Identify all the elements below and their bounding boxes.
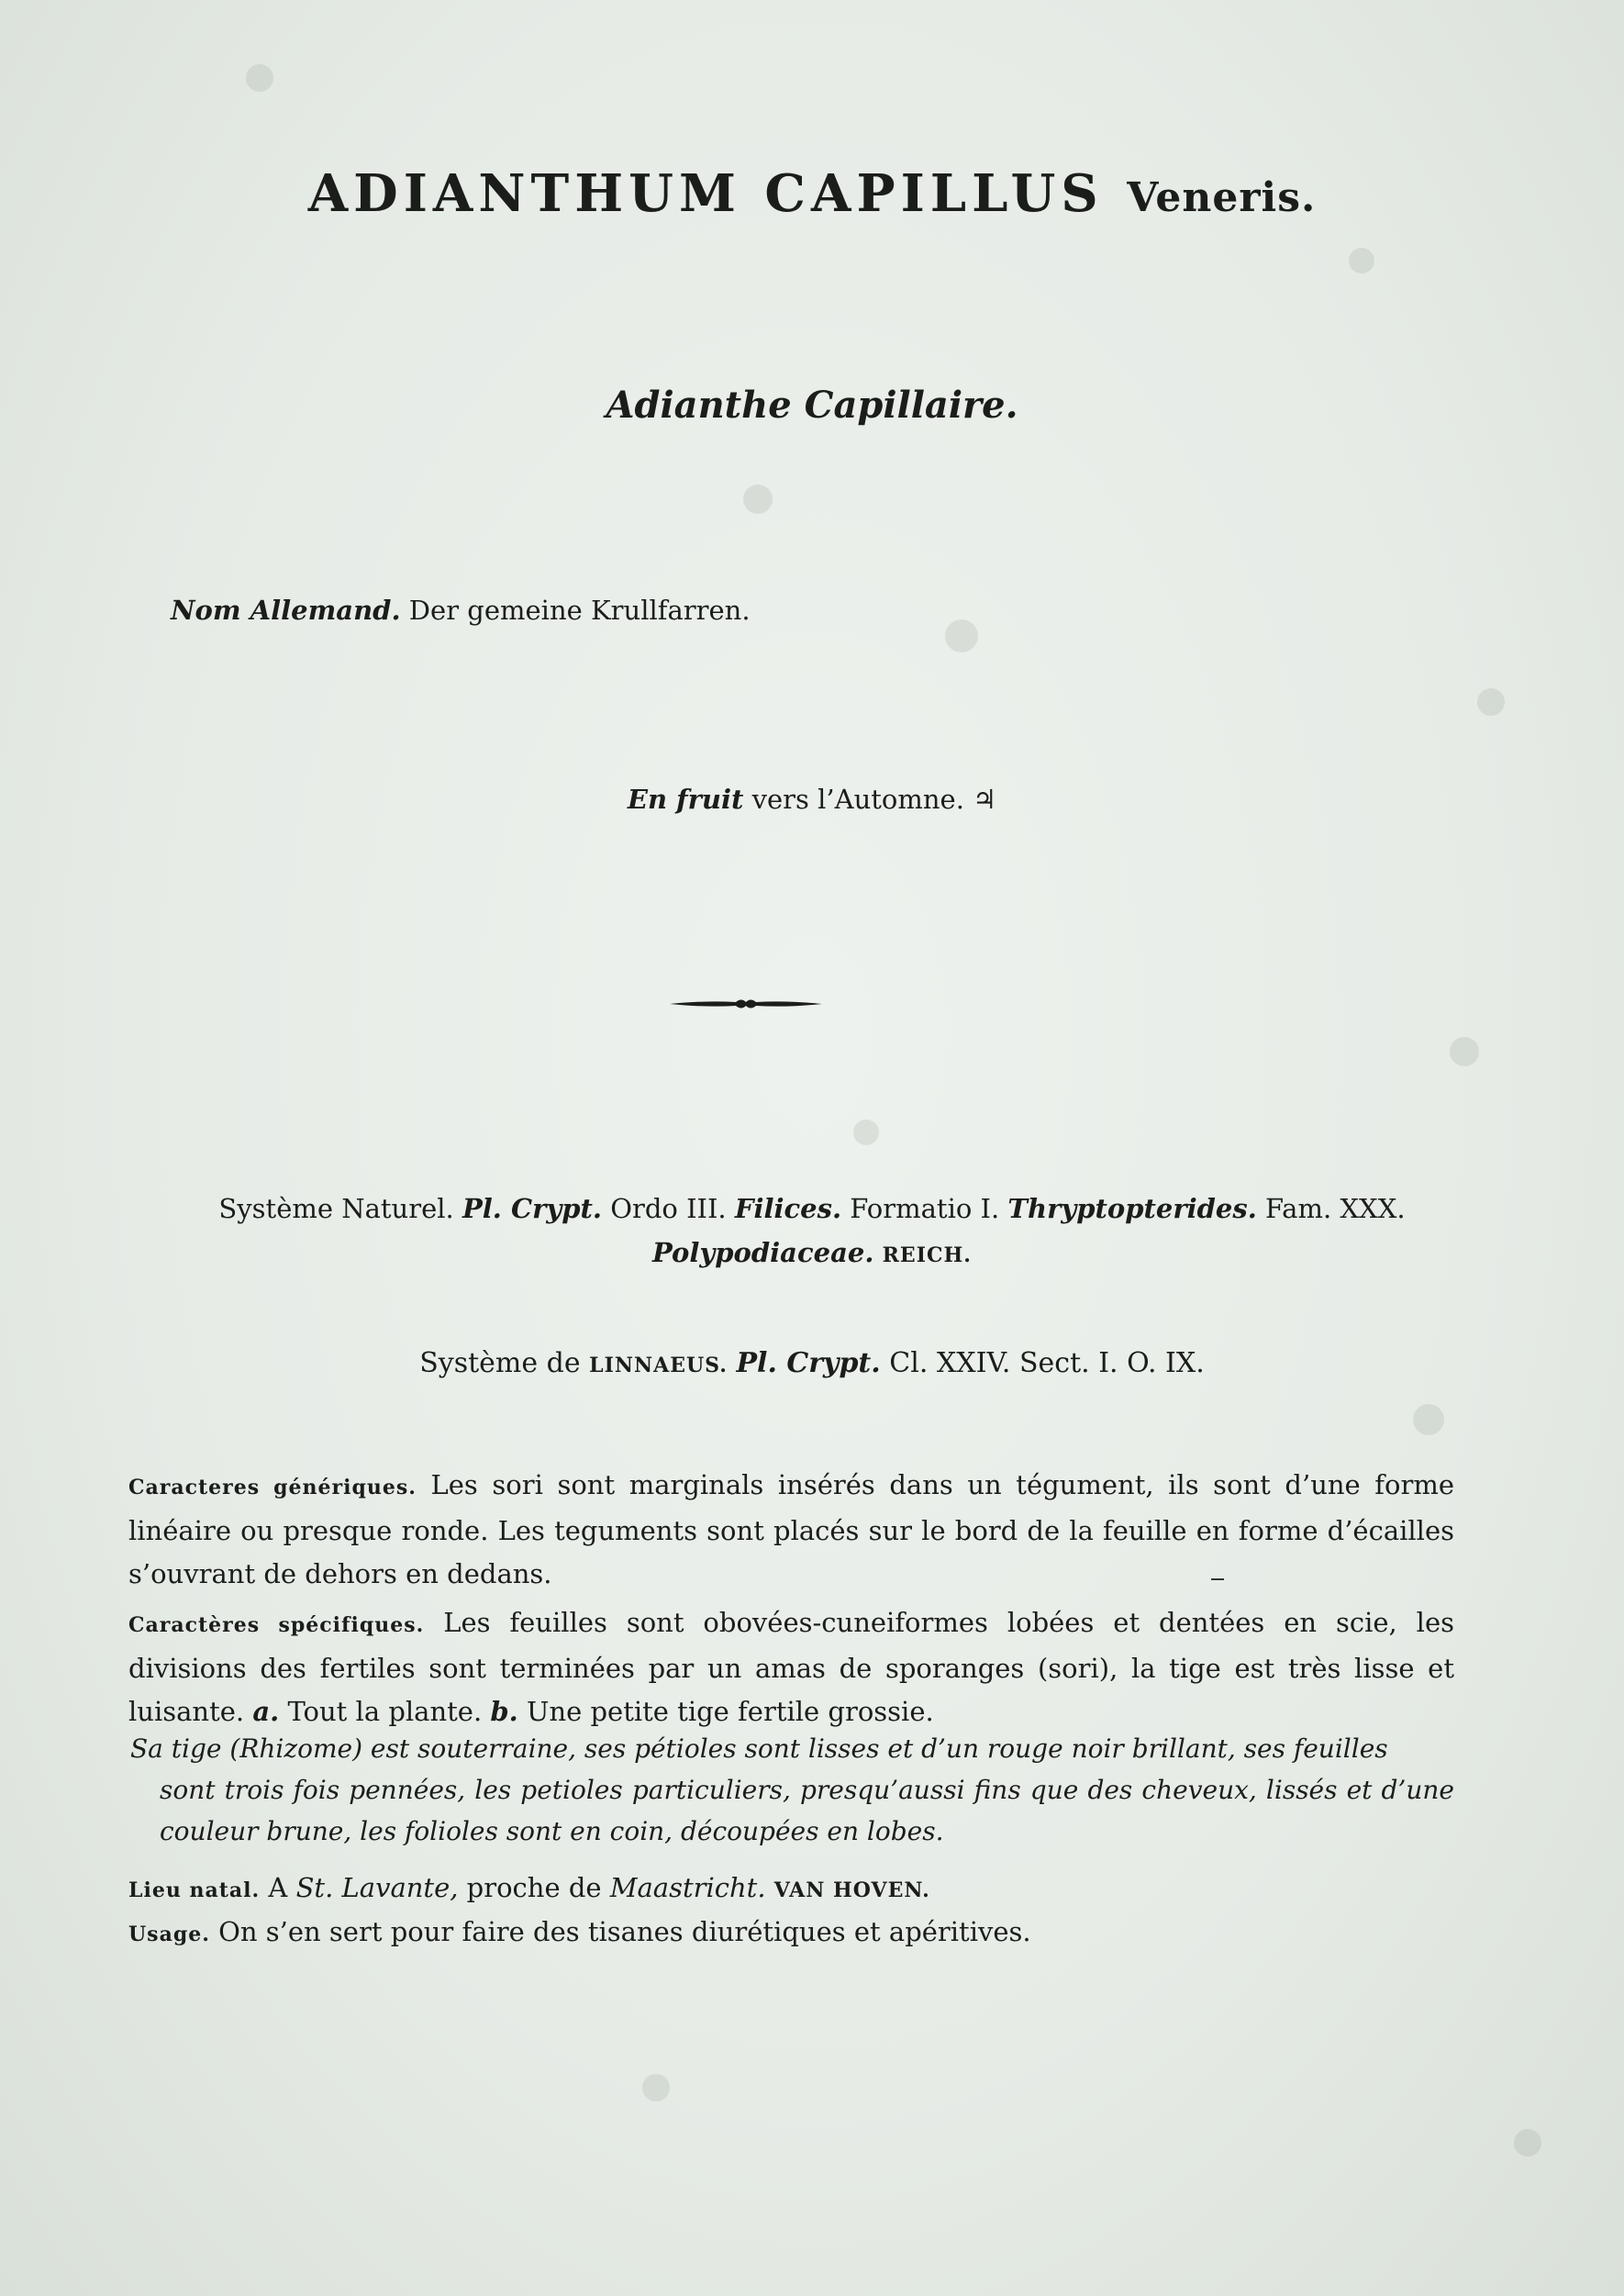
foxing-spot [1450,1037,1479,1066]
specific-characters [128,1601,1454,1733]
lieu-label: Lieu natal. [128,1878,261,1902]
description-first: Sa tige (Rhizome) est souterraine, ses pétioles sont lisses et d’un rouge noir brillant, ses feuilles [130,1733,1388,1764]
systeme-naturel-line2 [0,1237,1624,1268]
specific-b: b. [490,1696,518,1727]
fruit-text: vers l’Automne. ♃ [751,784,997,815]
lieu-a: A [268,1872,288,1903]
description-rest: sont trois fois pennées, les petioles particuliers, presqu’aussi fins que des cheveux, lissés et d’une couleur brune, les folioles sont en coin, découpées en lobes. [160,1775,1454,1846]
native-place [128,1872,930,1903]
naturel-poly: Polypodiaceae. [652,1237,874,1268]
linn-rest: Cl. XXIV. Sect. I. O. IX. [889,1347,1205,1379]
naturel-ordo: Ordo III. [610,1193,727,1224]
lieu-place: St. Lavante, [295,1872,459,1903]
lieu-proche: proche de [466,1872,602,1903]
naturel-reich: REICH. [882,1243,972,1267]
foxing-spot [945,619,978,652]
stray-mark [1211,1578,1224,1580]
foxing-spot [1514,2129,1541,2157]
specific-text2: Tout la plante. [287,1696,483,1727]
generic-text: Les sori sont marginals insérés dans un tégument, ils sont d’une forme linéaire ou presque ronde. Les teguments sont placés sur le bord de la feuille en forme d’écailles s’ouvrant de dehors en dedans. [128,1469,1455,1589]
fruit-italic: En fruit [627,784,744,815]
foxing-spot [743,485,773,514]
title-smallcaps: Veneris. [1127,174,1317,221]
naturel-filices: Filices. [734,1193,842,1224]
foxing-spot [1413,1404,1444,1435]
foxing-spot [1477,688,1505,716]
title-main: ADIANTHUM CAPILLUS [307,163,1104,224]
specific-text3: Une petite tige fertile grossie. [527,1696,934,1727]
german-label: Nom Allemand. [171,595,401,626]
generic-characters [128,1464,1454,1596]
naturel-thryp: Thryptopterides. [1007,1193,1257,1224]
foxing-spot [246,64,273,92]
lieu-author: VAN HOVEN. [773,1878,930,1902]
specific-label: Caractères spécifiques. [128,1613,425,1637]
foxing-spot [853,1120,879,1145]
fruiting-note [0,784,1624,815]
specific-a: a. [252,1696,280,1727]
plant-description [130,1728,1454,1852]
generic-label: Caracteres génériques. [128,1476,417,1499]
page-title [0,163,1624,224]
foxing-spot [642,2074,670,2101]
linn-label: Système de [419,1347,581,1379]
naturel-formatio: Formatio I. [850,1193,1000,1224]
specific-text1: Les feuilles sont obovées-cuneiformes lobées et dentées en scie, les divisions des fertiles sont terminées par un amas de sporanges (sori), la tige est très lisse et luisante. [128,1607,1455,1727]
linn-author: LINNAEUS. [589,1354,728,1377]
foxing-spot [1349,248,1374,273]
usage-text: On s’en sert pour faire des tisanes diurétiques et apéritives. [218,1916,1031,1947]
usage-label: Usage. [128,1923,210,1946]
naturel-label: Système Naturel. [218,1193,454,1224]
linn-pl: Pl. Crypt. [736,1347,881,1379]
ornament-divider-icon [670,995,822,1013]
usage [128,1916,1031,1947]
naturel-pl: Pl. Crypt. [462,1193,602,1224]
lieu-city: Maastricht. [609,1872,766,1903]
naturel-fam: Fam. XXX. [1265,1193,1406,1224]
systeme-naturel-line1 [0,1193,1624,1224]
systeme-linnaeus [0,1347,1624,1379]
subtitle: Adianthe Capillaire. [606,384,1018,427]
german-name [171,595,751,626]
german-text: Der gemeine Krullfarren. [408,595,751,626]
